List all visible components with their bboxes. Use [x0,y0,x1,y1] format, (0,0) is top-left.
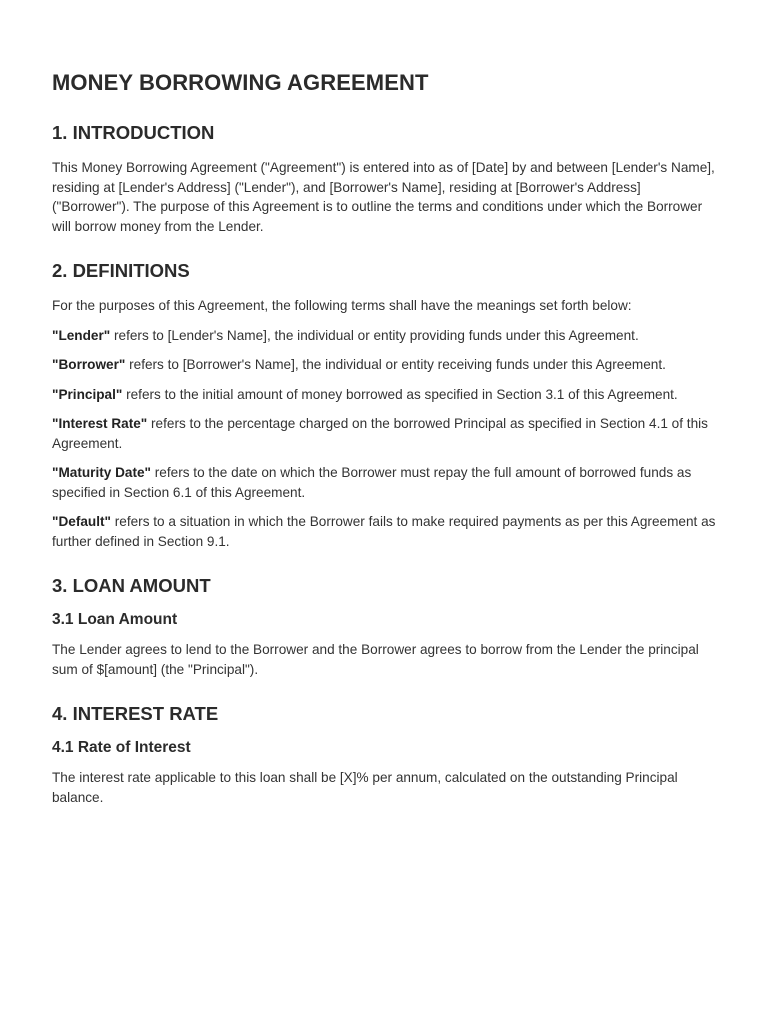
subsection-heading: 4.1 Rate of Interest [52,739,191,756]
definition-item [52,326,722,346]
section-interest-rate [52,703,722,807]
definition-term: "Default" [52,514,111,529]
section-definitions [52,260,722,551]
section-heading: 4. INTEREST RATE [52,703,219,724]
paragraph: This Money Borrowing Agreement ("Agreement") is entered into as of [Date] by and between [Lender's Name], residing at [Lender's Address] ("Lender"), and [Borrower's Name], residing at [Borrower's Address] ("Borrower"). The purpose of this Agreement is to outline the terms and conditions under which the Borrower will borrow money from the Lender. [52,160,715,234]
definition-text: refers to the date on which the Borrower must repay the full amount of borrowed funds as specified in Section 6.1 of this Agreement. [52,465,692,500]
definition-item [52,414,722,453]
definition-item [52,355,722,375]
definition-text: refers to the initial amount of money borrowed as specified in Section 3.1 of this Agreement. [122,386,678,402]
definition-term: "Principal" [52,386,123,402]
definition-term: "Interest Rate" [52,416,148,431]
definition-term: "Borrower" [52,357,126,372]
section-introduction [52,122,722,236]
section-heading: 1. INTRODUCTION [52,122,215,143]
definition-text: refers to [Lender's Name], the individual or entity providing funds under this Agreement. [110,327,639,343]
paragraph: For the purposes of this Agreement, the following terms shall have the meanings set forth below: [52,298,632,313]
definition-item [52,463,722,502]
definition-term: "Maturity Date" [52,465,151,480]
subsection-heading: 3.1 Loan Amount [52,611,178,628]
section-loan-amount [52,575,722,679]
section-heading: 2. DEFINITIONS [52,260,190,281]
definition-term: "Lender" [52,327,111,343]
definition-text: refers to the percentage charged on the borrowed Principal as specified in Section 4.1 of this Agreement. [52,416,708,451]
definition-item [52,512,722,551]
document-title: MONEY BORROWING AGREEMENT [52,70,429,95]
paragraph: The Lender agrees to lend to the Borrower and the Borrower agrees to borrow from the Lender the principal sum of $[amount] (the "Principal"). [52,642,699,677]
definition-item [52,385,722,405]
document-page [52,70,722,831]
section-heading: 3. LOAN AMOUNT [52,575,211,596]
definition-text: refers to a situation in which the Borrower fails to make required payments as per this Agreement as further defined in Section 9.1. [52,514,716,549]
paragraph: The interest rate applicable to this loan shall be [X]% per annum, calculated on the outstanding Principal balance. [52,770,678,805]
definition-text: refers to [Borrower's Name], the individual or entity receiving funds under this Agreement. [125,357,666,372]
